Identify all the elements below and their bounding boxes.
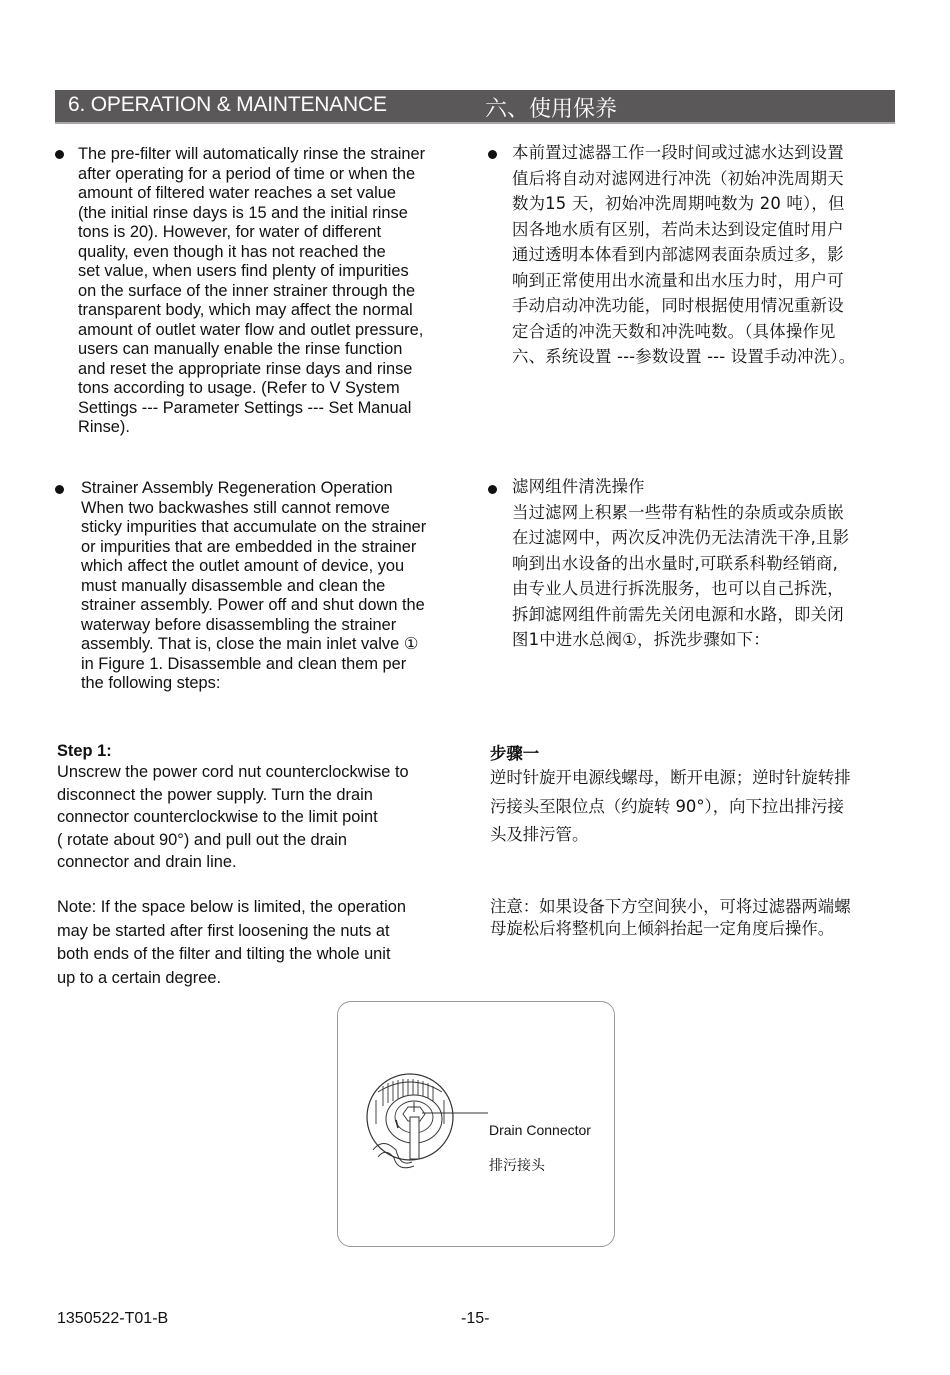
bullet-icon xyxy=(55,150,64,159)
page-number: -15- xyxy=(461,1310,490,1327)
bullet-icon xyxy=(55,485,64,494)
section-title-cn: 六、使用保养 xyxy=(485,97,618,122)
section-title-en: 6. OPERATION & MAINTENANCE xyxy=(68,93,387,116)
drain-connector-figure xyxy=(337,1001,615,1247)
strainer-regeneration-paragraph-en: Strainer Assembly Regeneration Operation When two backwashes still cannot remove sticky impurities that accumulate on the strainer or impurities that are embedded in the strainer which affect the outlet amount of device, you must manually disassemble and clean the strainer assembly. Power off and shut down the waterway before disassembling the strainer assembly. That is, close the main inlet valve ① in Figure 1. Disassemble and clean them per the following steps: xyxy=(81,479,427,692)
bullet-icon xyxy=(488,485,497,494)
section-header-bar xyxy=(55,90,895,124)
step1-title-cn: 步骤一 xyxy=(490,744,540,763)
drain-connector-label-cn: 排污接头 xyxy=(489,1158,545,1174)
drain-tube xyxy=(410,1117,419,1159)
note-en: Note: If the space below is limited, the operation may be started after first loosening the nuts at both ends of the filter and tilting the whole unit up to a certain degree. xyxy=(57,898,406,987)
step1-body-cn: 逆时针旋开电源线螺母，断开电源；逆时针旋转排 污接头至限位点（约旋转 90°），向下拉出排污接 头及排污管。 xyxy=(490,768,851,844)
step1-en xyxy=(57,742,477,874)
auto-rinse-paragraph-cn: 本前置过滤器工作一段时间或过滤水达到设置 值后将自动对滤网进行冲洗（初始冲洗周期天 数为15 天，初始冲洗周期吨数为 20 吨），但 因各地水质有区别，若尚未达到设定值时用户 通过透明本体看到内部滤网表面杂质过多，影 响到正常使用出水流量和出水压力时，用户可 手动启动冲洗功能，同时根据使用情况重新设 定合适的冲洗天数和冲洗吨数。（具体操作见 六、系统设置 ---参数设置 --- 设置手动冲洗）。 xyxy=(512,143,856,366)
auto-rinse-paragraph-en: The pre-filter will automatically rinse the strainer after operating for a period of time or when the amount of filtered water reaches a set value (the initial rinse days is 15 and the initial rinse tons is 20). However, for water of different quality, even though it has not reached the set value, when users find plenty of impurities on the surface of the inner strainer through the transparent body, which may affect the normal amount of outlet water flow and outlet pressure, users can manually enable the rinse function and reset the appropriate rinse days and rinse tons according to usage. (Refer to V System Settings --- Parameter Settings --- Set Manual Rinse). xyxy=(78,145,426,436)
strainer-regeneration-paragraph-cn: 滤网组件清洗操作 当过滤网上积累一些带有粘性的杂质或杂质嵌 在过滤网中，两次反冲洗仍无法清洗干净,且影 响到出水设备的出水量时,可联系科勒经销商, 由专业人员进行拆洗服务，也可以自己拆洗， 拆卸滤网组件前需先关闭电源和水路，即关闭 图1中进水总阀①，拆洗步骤如下： xyxy=(512,477,850,649)
document-code: 1350522-T01-B xyxy=(57,1310,169,1327)
step1-title-en: Step 1: xyxy=(57,742,112,760)
bullet-icon xyxy=(488,150,497,159)
step1-body-en: Unscrew the power cord nut counterclockwise to disconnect the power supply. Turn the drain connector counterclockwise to the limit point ( rotate about 90°) and pull out the drain connector and drain line. xyxy=(57,763,409,871)
drain-connector-label xyxy=(489,1103,591,1193)
note-cn: 注意：如果设备下方空间狭小，可将过滤器两端螺 母旋松后将整机向上倾斜抬起一定角度后操作。 xyxy=(490,897,851,938)
drain-connector-label-en: Drain Connector xyxy=(489,1122,591,1138)
step1-cn xyxy=(490,740,910,850)
